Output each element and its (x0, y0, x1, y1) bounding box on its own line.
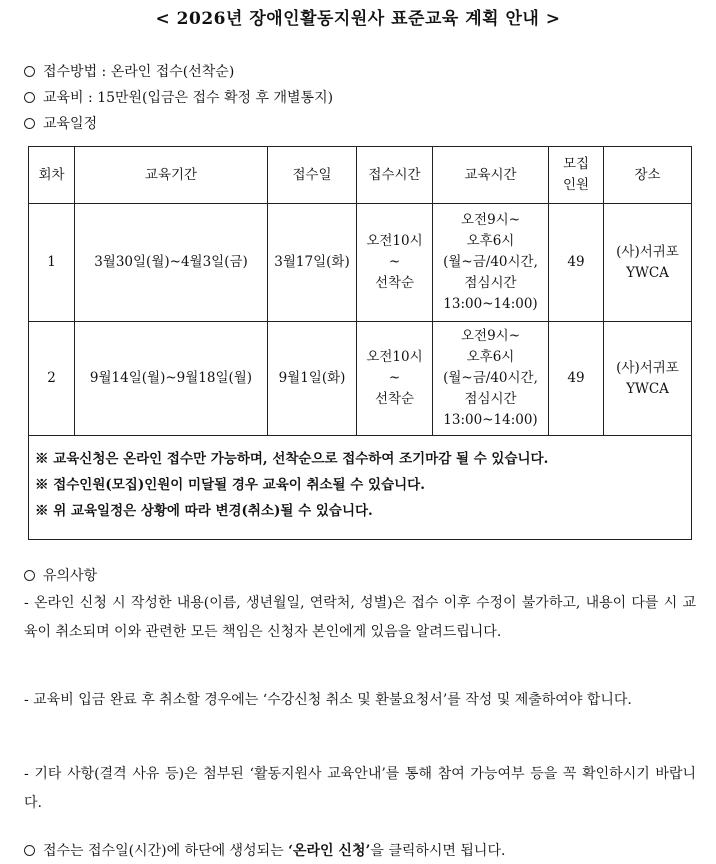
footer-instruction (24, 840, 505, 860)
header-capacity-line2: 인원 (562, 177, 590, 193)
cell-round: 2 (29, 322, 75, 436)
note-item: ※ 교육신청은 온라인 접수만 가능하며, 선착순으로 접수하여 조기마감 될 수 있습니다. (35, 451, 549, 467)
info-reception-method (24, 61, 234, 81)
cell-place (604, 204, 692, 322)
note-item: ※ 접수인원(모집)인원이 미달될 경우 교육이 취소될 수 있습니다. (35, 477, 425, 493)
circle-bullet-icon (24, 92, 35, 103)
edu-time-line: 점심시간 (464, 275, 517, 291)
info-tuition (24, 87, 333, 107)
edu-time-line: 13:00~14:00) (443, 296, 538, 312)
cell-edu-time (433, 204, 549, 322)
edu-time-line: 오전9시~ (460, 212, 521, 228)
header-period: 교육기간 (75, 147, 268, 204)
header-edu-time: 교육시간 (433, 147, 549, 204)
reg-time-line: ~ (388, 370, 401, 386)
cell-reg-time (357, 322, 433, 436)
header-round: 회차 (29, 147, 75, 204)
header-reg-time: 접수시간 (357, 147, 433, 204)
caution-item: - 온라인 신청 시 작성한 내용(이름, 생년월일, 연락처, 성별)은 접수 이후 수정이 불가하고, 내용이 다를 시 교육이 취소되며 이와 관련한 모든 책임은 신청자 본인에게 있음을 알려드립니다. (24, 595, 696, 640)
table-notes-row (29, 436, 692, 540)
caution-item: - 교육비 입금 완료 후 취소할 경우에는 ‘수강신청 취소 및 환불요청서’를 작성 및 제출하여야 합니다. (24, 692, 632, 708)
header-capacity-line1: 모집 (562, 156, 590, 172)
cell-capacity: 49 (549, 204, 604, 322)
cell-reg-date: 9월1일(화) (268, 322, 357, 436)
footer-suffix: 을 클릭하시면 됩니다. (370, 843, 506, 859)
cell-reg-date: 3월17일(화) (268, 204, 357, 322)
header-place: 장소 (604, 147, 692, 204)
reg-time-line: 선착순 (374, 391, 415, 407)
place-line: (사)서귀포 (616, 243, 679, 260)
footer-prefix: 접수는 접수일(시간)에 하단에 생성되는 (43, 843, 289, 859)
edu-time-line: 13:00~14:00) (443, 412, 538, 428)
edu-time-line: 오전9시~ (460, 328, 521, 344)
notes-cell (29, 436, 692, 540)
caution-heading-text: 유의사항 (43, 568, 98, 584)
reg-time-line: 오전10시 (366, 233, 423, 249)
cell-edu-time (433, 322, 549, 436)
info-tuition-text: 교육비 : 15만원(입금은 접수 확정 후 개별통지) (43, 90, 334, 106)
place-line: (사)서귀포 (616, 359, 679, 376)
circle-bullet-icon (24, 66, 35, 77)
reg-time-line: 선착순 (374, 275, 415, 291)
cell-round: 1 (29, 204, 75, 322)
info-schedule (24, 113, 97, 133)
edu-time-line: (월~금/40시간, (443, 254, 538, 270)
edu-time-line: 오후6시 (466, 349, 515, 365)
circle-bullet-icon (24, 118, 35, 129)
cell-place (604, 322, 692, 436)
online-apply-label: ‘온라인 신청’ (288, 843, 371, 859)
note-item: ※ 위 교육일정은 상황에 따라 변경(취소)될 수 있습니다. (35, 503, 373, 519)
table-row (29, 204, 692, 322)
cell-period: 3월30일(월)~4월3일(금) (75, 204, 268, 322)
edu-time-line: 오후6시 (466, 233, 515, 249)
reg-time-line: 오전10시 (366, 349, 423, 365)
reg-time-line: ~ (388, 254, 401, 270)
cell-reg-time (357, 204, 433, 322)
header-capacity (549, 147, 604, 204)
page-title: < 2026년 장애인활동지원사 표준교육 계획 안내 > (155, 9, 561, 29)
table-header-row (29, 147, 692, 204)
circle-bullet-icon (24, 845, 35, 856)
edu-time-line: 점심시간 (464, 391, 517, 407)
info-reception-method-text: 접수방법 : 온라인 접수(선착순) (43, 64, 235, 80)
table-row (29, 322, 692, 436)
edu-time-line: (월~금/40시간, (443, 370, 538, 386)
info-schedule-text: 교육일정 (43, 116, 98, 132)
caution-item: - 기타 사항(결격 사유 등)은 첨부된 ‘활동지원사 교육안내’를 통해 참여 가능여부 등을 꼭 확인하시기 바랍니다. (24, 766, 696, 811)
header-reg-date: 접수일 (268, 147, 357, 204)
schedule-table (28, 146, 692, 540)
cell-period: 9월14일(월)~9월18일(월) (75, 322, 268, 436)
caution-heading (24, 565, 97, 585)
place-line: YWCA (626, 380, 669, 397)
cell-capacity: 49 (549, 322, 604, 436)
circle-bullet-icon (24, 570, 35, 581)
place-line: YWCA (626, 264, 669, 281)
